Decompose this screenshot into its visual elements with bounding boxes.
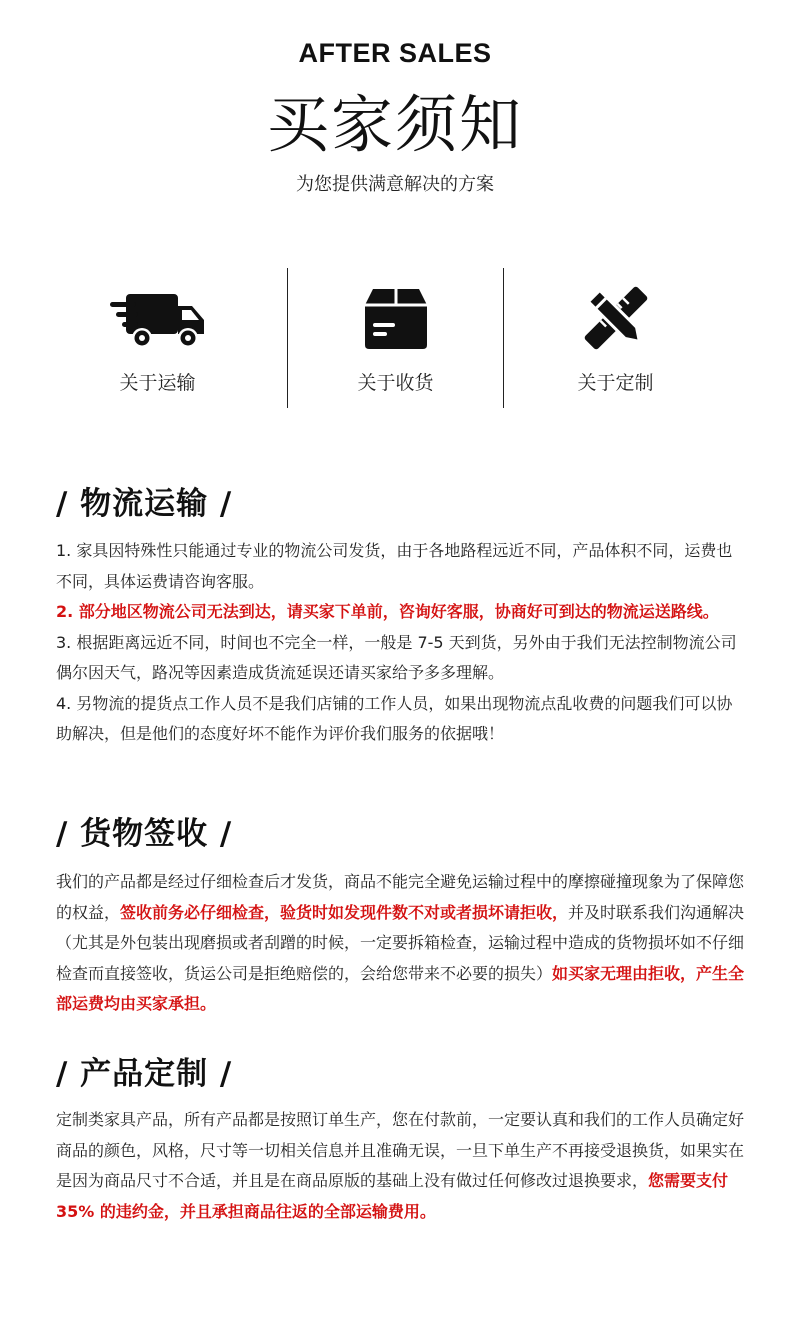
pencil-ruler-icon xyxy=(508,278,723,358)
header-title-cn: 买家须知 xyxy=(266,88,523,161)
package-box-icon xyxy=(288,278,503,358)
feature-divider-right xyxy=(503,268,504,408)
section-title-receiving: / 货物签收 / xyxy=(56,816,233,852)
feature-custom xyxy=(508,278,723,395)
custom-text xyxy=(56,1105,746,1227)
receiving-text-1: 我们的产品都是经过仔细检查后才发货，商品不能完全避免运输过程中的摩擦碰撞现象为了保障您的权益， xyxy=(56,872,745,922)
receiving-text-2: 并及时联系我们沟通解决（尤其是外包装出现磨损或者刮蹭的时候，一定要拆箱检查，运输过程中造成的货物损坏如不仔细检查而直接签收，货运公司是拒绝赔偿的，会给您带来不必要的损失） xyxy=(56,902,745,983)
feature-receiving xyxy=(288,278,503,395)
feature-label-receiving: 关于收货 xyxy=(357,372,434,394)
receiving-warning-2: 如买家无理由拒收，产生全部运费均由买家承担。 xyxy=(56,963,745,1013)
receiving-warning-1: 签收前务必仔细检查，验货时如发现件数不对或者损坏请拒收， xyxy=(120,902,569,922)
section-title-custom: / 产品定制 / xyxy=(56,1056,233,1092)
header-subtitle: 为您提供满意解决的方案 xyxy=(296,174,494,195)
logistics-list xyxy=(56,536,746,750)
section-title-logistics: / 物流运输 / xyxy=(56,486,233,522)
logistics-item-2: 2. 部分地区物流公司无法到达，请买家下单前，咨询好客服，协商好可到达的物流运送路线。 xyxy=(56,602,719,621)
receiving-paragraph xyxy=(56,867,746,1020)
custom-warning: 您需要支付 35% 的违约金，并且承担商品往返的全部运输费用。 xyxy=(56,1171,729,1221)
logistics-item-4: 4. 另物流的提货点工作人员不是我们店铺的工作人员，如果出现物流点乱收费的问题我们可以协助解决，但是他们的态度好坏不能作为评价我们服务的依据哦！ xyxy=(56,693,733,743)
header-title-en: AFTER SALES xyxy=(298,38,492,68)
receiving-text xyxy=(56,867,746,1020)
feature-label-shipping: 关于运输 xyxy=(119,372,196,394)
logistics-item-3: 3. 根据距离远近不同，时间也不完全一样，一般是 7-5 天到货，另外由于我们无法控制物流公司偶尔因天气，路况等因素造成货流延误还请买家给予多多理解。 xyxy=(56,632,737,682)
custom-text-1: 定制类家具产品，所有产品都是按照订单生产，您在付款前，一定要认真和我们的工作人员确定好商品的颜色，风格，尺寸等一切相关信息并且准确无误，一旦下单生产不再接受退换货，如果实在是因为商品尺寸不合适，并且是在商品原版的基础上没有做过任何修改过退换要求， xyxy=(56,1110,745,1190)
feature-shipping xyxy=(50,278,265,395)
delivery-truck-icon xyxy=(50,278,265,358)
custom-paragraph xyxy=(56,1105,746,1227)
logistics-item-1: 1. 家具因特殊性只能通过专业的物流公司发货，由于各地路程远近不同，产品体积不同，运费也不同，具体运费请咨询客服。 xyxy=(56,541,733,591)
feature-label-custom: 关于定制 xyxy=(577,372,654,394)
